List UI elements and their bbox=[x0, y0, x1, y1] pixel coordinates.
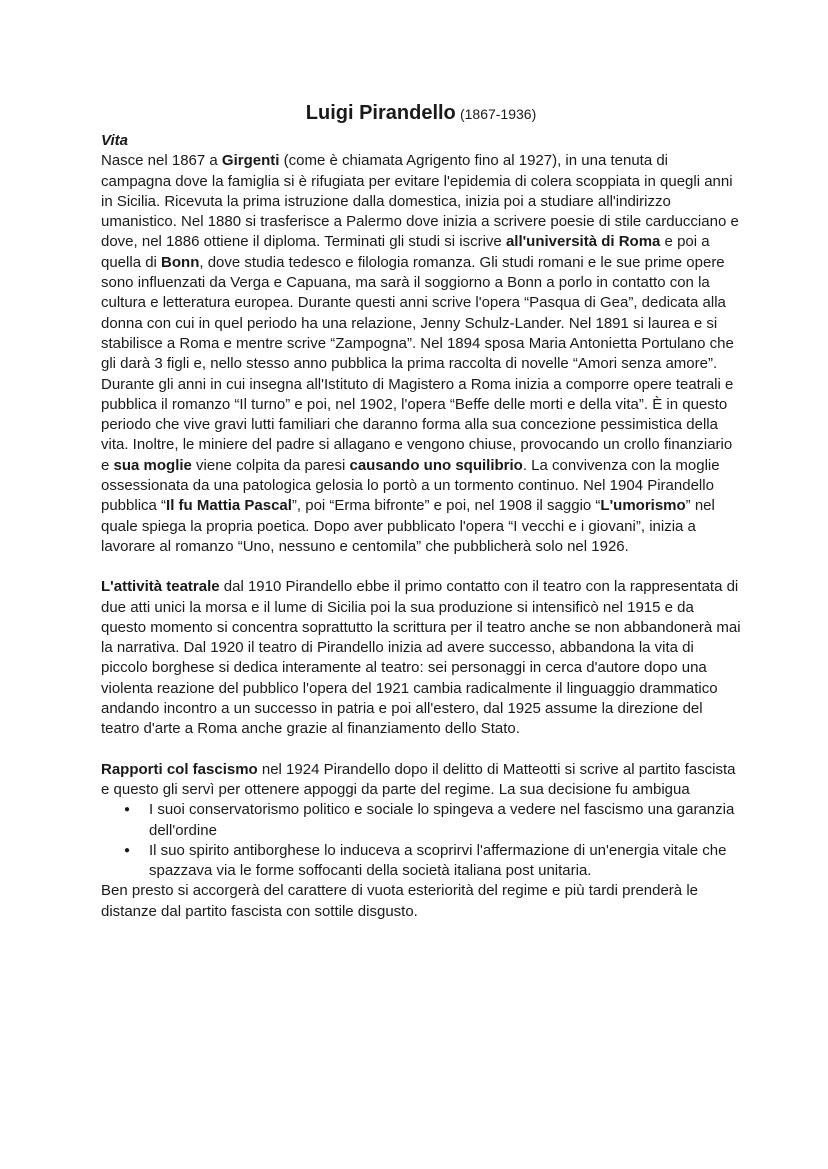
section-heading-vita: Vita bbox=[101, 132, 128, 149]
bold-run: all'università di Roma bbox=[505, 233, 661, 251]
document-body bbox=[101, 100, 741, 922]
text-run: . La convivenza con la moglie ossessionata da una patologica gelosia lo portò a un tormento continuo. Nel 1904 Pirandello pubblica “ bbox=[101, 456, 720, 515]
text-run: Nasce nel 1867 a bbox=[101, 152, 222, 170]
list-item: ● Il suo spirito antiborghese lo induceva a scoprirvi l'affermazione di un'energia vitale che spazzava via le forme soffocanti della società italiana post unitaria. bbox=[149, 841, 741, 882]
text-run: , dove studia tedesco e filologia romanza. Gli studi romani e le sue prime opere sono influenzati da Verga e Capuana, ma sarà il soggiorno a Bonn a porlo in contatto con la cultura e letteratura europea. Durante questi anni scrive l'opera “Pasqua di Gea”, dedicata alla donna con cui in quel periodo ha una relazione, Jenny Schulz-Lander. Nel 1891 si laurea e si stabilisce a Roma e mentre scrive “Zampogna”. Nel 1894 sposa Maria Antonietta Portulano che gli darà 3 figli e, nello stesso anno pubblica la prima raccolta di novelle “Amori senza amore”. Durante gli anni in cui insegna all'Istituto di Magistero a Roma inizia a comporre opere teatrali e pubblica il romanzo “Il turno” e poi, nel 1902, l'opera “Beffe delle morti e della vita”. È in questo periodo che vive gravi lutti familiari che daranno forma alla sua concezione pessimistica della vita. Inoltre, le miniere del padre si allagano e vengono chiuse, provocando un crollo finanziario e bbox=[101, 253, 734, 474]
section-lead-fascismo: Rapporti col fascismo bbox=[101, 760, 258, 778]
paragraph-teatro bbox=[101, 577, 741, 739]
text-run: ”, poi “Erma bifronte” e poi, nel 1908 il saggio “ bbox=[291, 497, 601, 515]
paragraph-vita bbox=[101, 151, 741, 557]
bold-run: Girgenti bbox=[221, 152, 280, 170]
text-run: e poi a quella di bbox=[101, 233, 710, 271]
paragraph-fascismo bbox=[101, 760, 741, 801]
bold-run: causando uno squilibrio bbox=[349, 456, 523, 474]
text-run: (come è chiamata Agrigento fino al 1927), in una tenuta di campagna dove la famiglia si è rifugiata per evitare l'epidemia di colera scoppiata in quegli anni in Sicilia. Ricevuta la prima istruzione dalla domestica, inizia poi a studiare all'indirizzo umanistico. Nel 1880 si trasferisce a Palermo dove inizia a scrivere poesie di stile carducciano e dove, nel 1886 ottiene il diploma. Terminati gli studi si iscrive bbox=[101, 152, 739, 251]
document-years: (1867-1936) bbox=[459, 106, 537, 122]
paragraph-gap bbox=[101, 557, 741, 577]
paragraph-gap bbox=[101, 740, 741, 760]
bold-run: sua moglie bbox=[113, 456, 192, 474]
text-run: ” nel quale spiega la propria poetica. Dopo aver pubblicato l'opera “I vecchi e i giovani”, inizia a lavorare al romanzo “Uno, nessuno e centomila” che pubblicherà solo nel 1926. bbox=[101, 497, 715, 555]
bold-run: Il fu Mattia Pascal bbox=[166, 497, 292, 515]
text-run: dal 1910 Pirandello ebbe il primo contatto con il teatro con la rappresentata di due atti unici la morsa e il lume di Sicilia poi la sua produzione si intensificò nel 1915 e da questo momento si concentra soprattutto la scrittura per il teatro anche se non abbandonerà mai la narrativa. Dal 1920 il teatro di Pirandello inizia ad avere successo, abbandona la vita di piccolo borghese si dedica interamente al teatro: sei personaggi in cerca d'autore dopo una violenta reazione del pubblico l'opera del 1921 cambia radicalmente il linguaggio drammatico andando incontro a un successo in patria e poi all'estero, dal 1925 assume la direzione del teatro d'arte a Roma anche grazie al finanziamento dello Stato. bbox=[101, 578, 741, 738]
text-run: nel 1924 Pirandello dopo il delitto di Matteotti si scrive al partito fascista e questo gli servì per ottenere appoggi da parte del regime. La sua decisione fu ambigua bbox=[101, 760, 736, 798]
bullet-list bbox=[101, 800, 741, 881]
title-line bbox=[101, 100, 741, 128]
bold-run: L'umorismo bbox=[600, 497, 686, 515]
section-lead-teatro: L'attività teatrale bbox=[101, 578, 220, 596]
bold-run: Bonn bbox=[161, 253, 200, 271]
paragraph-closing: Ben presto si accorgerà del carattere di vuota esteriorità del regime e più tardi prenderà le distanze dal partito fascista con sottile disgusto. bbox=[101, 882, 698, 920]
list-item: ● I suoi conservatorismo politico e sociale lo spingeva a vedere nel fascismo una garanzia dell'ordine bbox=[149, 800, 741, 841]
text-run: viene colpita da paresi bbox=[191, 456, 350, 474]
document-title: Luigi Pirandello bbox=[305, 102, 456, 124]
